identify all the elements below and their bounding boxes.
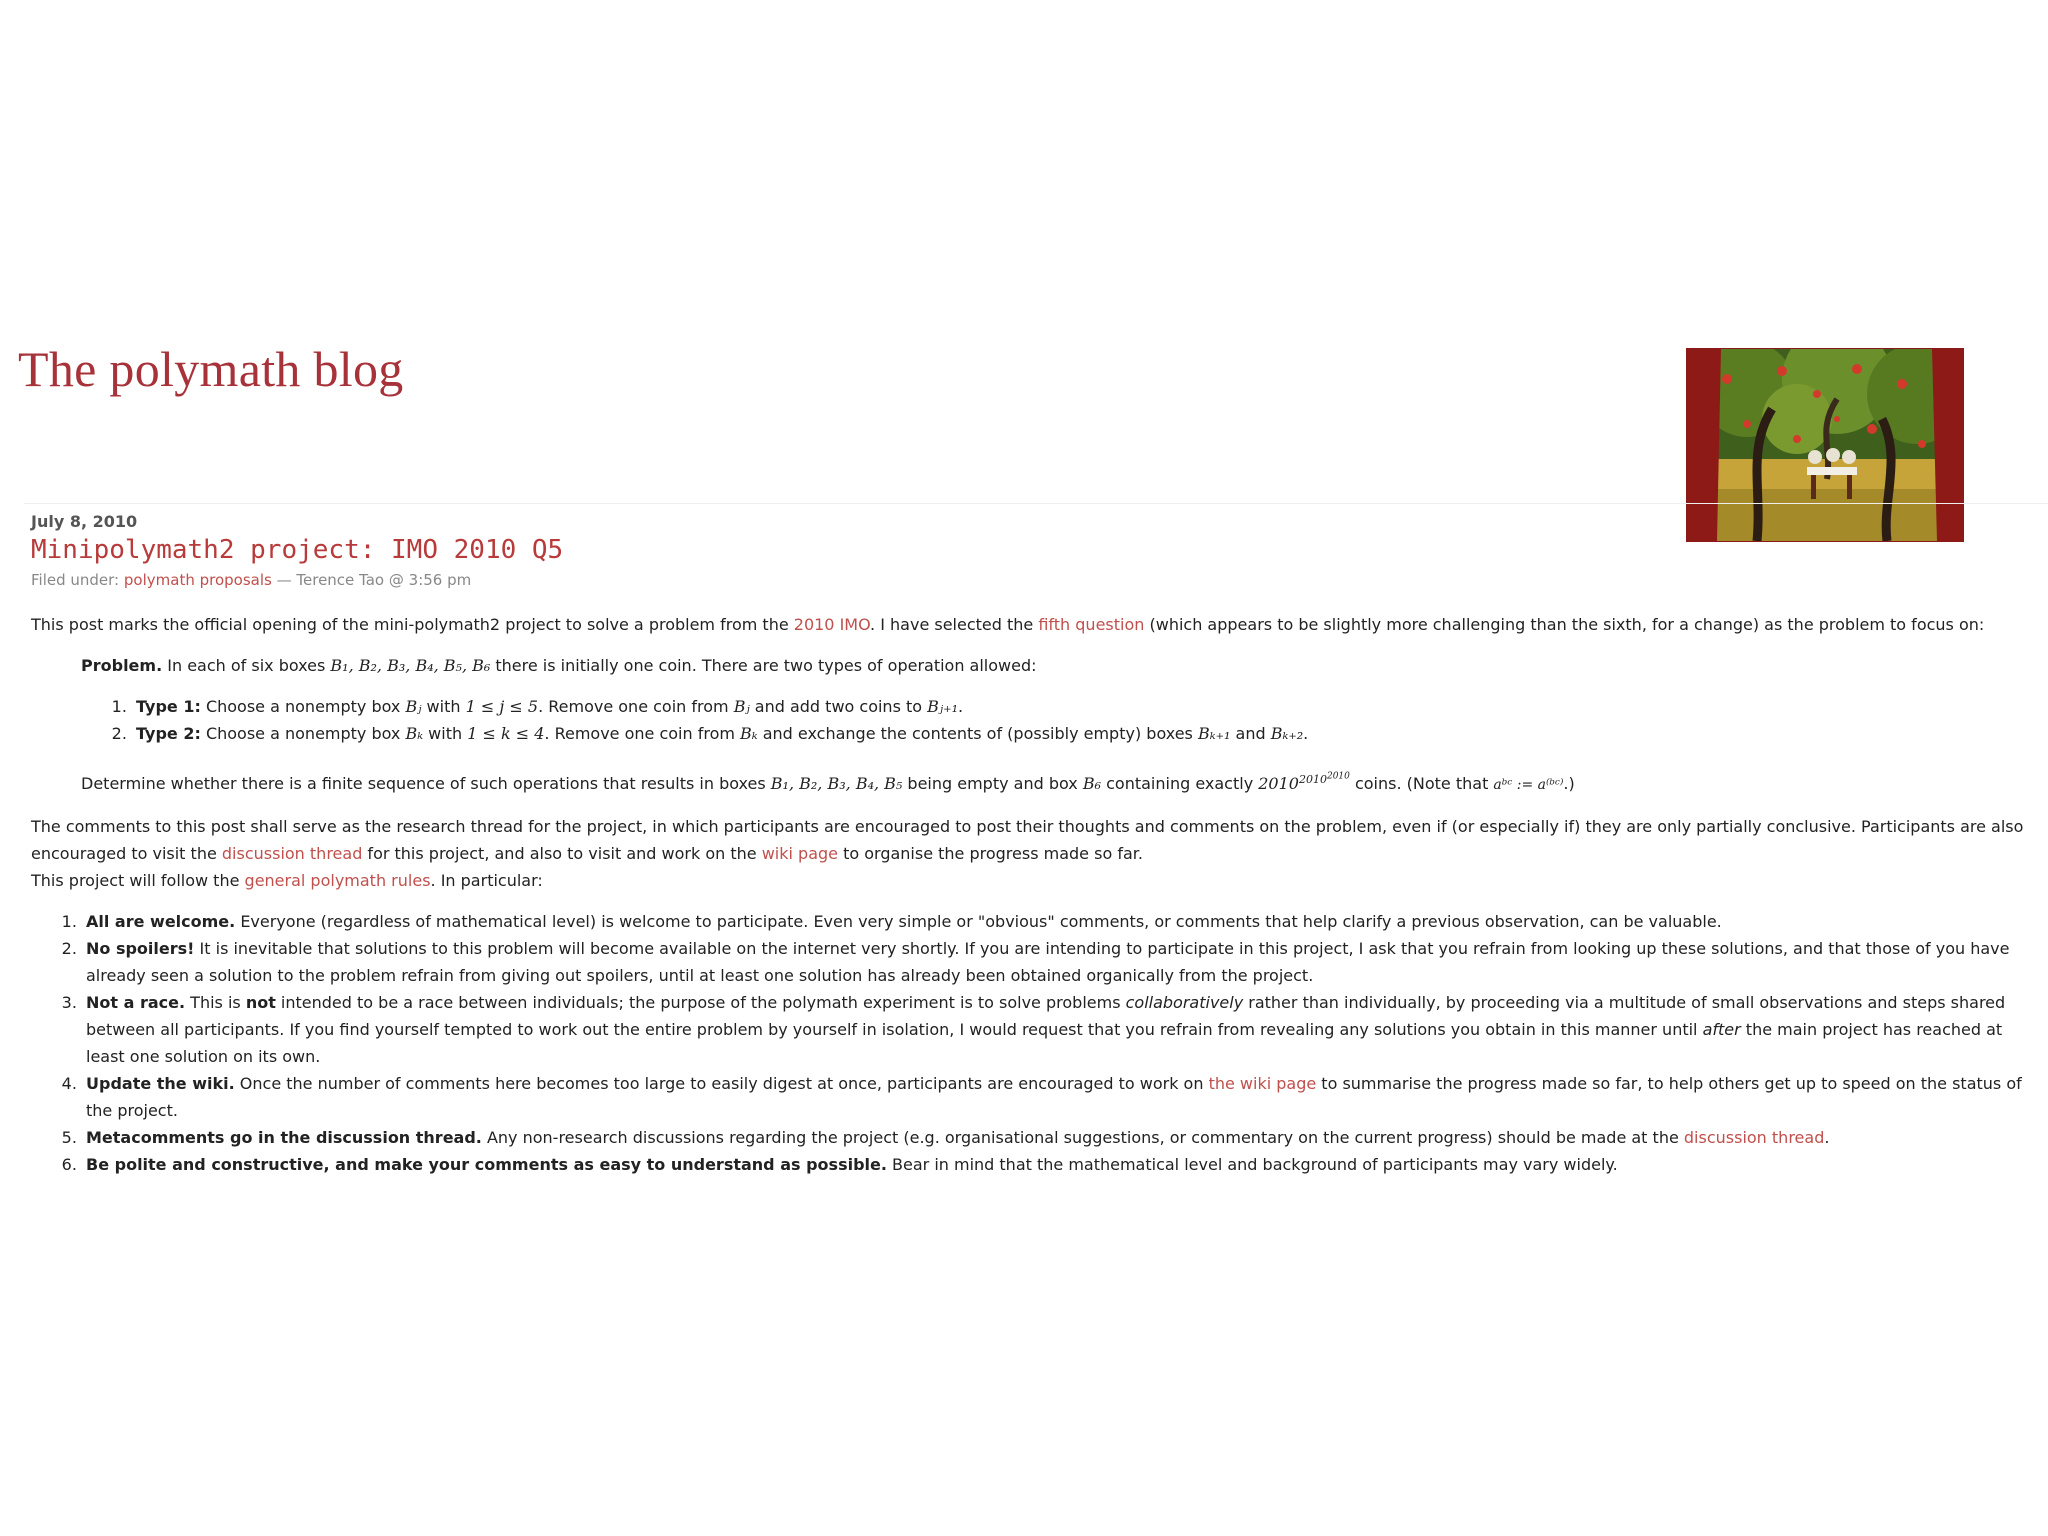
imo-link[interactable]: 2010 IMO: [793, 615, 871, 634]
post-title-link[interactable]: Minipolymath2 project: IMO 2010 Q5: [31, 535, 564, 565]
fifth-question-link[interactable]: fifth question: [1038, 615, 1145, 634]
comments-text: for this project, and also to visit and work on the: [362, 843, 762, 863]
operation-item: [132, 693, 2036, 720]
rule-text: .: [1824, 1127, 1830, 1147]
blog-title[interactable]: The polymath blog: [18, 341, 404, 397]
rule-text: Once the number of comments here becomes too large to easily digest at once, participants are encouraged to work on: [234, 1073, 1209, 1093]
rule-title: Update the wiki.: [86, 1073, 235, 1093]
question-text: coins. (Note that: [1349, 773, 1494, 793]
post-time: 3:56 pm: [408, 571, 472, 589]
operation-text: with: [423, 724, 468, 743]
math-inline: Bₖ₊₁: [1197, 724, 1231, 743]
rule-item: [82, 1151, 2036, 1178]
wiki-page-link[interactable]: wiki page: [761, 843, 838, 863]
operation-text: Choose a nonempty box: [200, 697, 406, 716]
problem-text: there is initially one coin. There are two types of operation allowed:: [490, 656, 1037, 675]
rule-item: [82, 989, 2036, 1070]
rule-title: No spoilers!: [86, 938, 195, 958]
operation-text: and: [1230, 724, 1271, 743]
rule-item: [82, 935, 2036, 989]
math-inline: Bₖ: [405, 724, 424, 743]
intro-paragraph: [31, 611, 2036, 638]
math-inline: Bⱼ₊₁: [927, 697, 958, 716]
operation-text: Choose a nonempty box: [200, 724, 406, 743]
post-date: July 8, 2010: [31, 512, 138, 531]
discussion-thread-link[interactable]: discussion thread: [1683, 1127, 1825, 1147]
rule-text: intended to be a race between individuals; the purpose of the polymath experiment is to solve problems: [275, 992, 1126, 1012]
operation-label: Type 2:: [136, 724, 201, 743]
comments-text: This project will follow the: [31, 870, 245, 890]
math-inline: Bⱼ: [405, 697, 422, 716]
boxes-math: B₁, B₂, B₃, B₄, B₅, B₆: [330, 656, 491, 675]
rule-title: Metacomments go in the discussion thread.: [86, 1127, 482, 1147]
math-inline: Bⱼ: [733, 697, 750, 716]
math-inline: 1 ≤ j ≤ 5: [465, 697, 539, 716]
math-inline: Bₖ₊₂: [1270, 724, 1304, 743]
rule-text: It is inevitable that solutions to this problem will become available on the internet very shortly. If you are intending to participate in this project, I ask that you refrain from looking up these solutions, and that those of you have already seen a solution to the problem refrain from giving out spoilers, until at least one solution has already been obtained organically from the project.: [86, 938, 2010, 985]
operations-list: [31, 693, 2036, 747]
intro-text: This post marks the official opening of the mini-polymath2 project to solve a problem from the: [31, 615, 794, 634]
rule-item: [82, 1124, 2036, 1151]
math-inline: 1 ≤ k ≤ 4: [467, 724, 545, 743]
math-exponent2: 2010: [1326, 771, 1350, 781]
operation-label: Type 1:: [136, 697, 201, 716]
note-math: aᵇᶜ := a⁽ᵇᶜ⁾: [1493, 776, 1564, 793]
operation-text: .: [957, 697, 964, 716]
operation-text: . Remove one coin from: [538, 697, 734, 716]
power-tower-math: [1258, 771, 1350, 793]
author-name: Terence Tao: [296, 571, 385, 589]
rules-list: [31, 908, 2036, 1178]
meta-at: @: [384, 571, 409, 589]
problem-label: Problem.: [81, 656, 163, 675]
rule-text: Any non-research discussions regarding the project (e.g. organisational suggestions, or commentary on the current progress) should be made at the: [481, 1127, 1684, 1147]
rule-item: [82, 1070, 2036, 1124]
operation-item: [132, 720, 2036, 747]
operation-text: . Remove one coin from: [544, 724, 741, 743]
filed-under-label: Filed under:: [31, 571, 120, 589]
rule-text: rather than individually, by proceeding via a multitude of small observations and steps shared between all participants. If you find yourself tempted to work out the entire problem by yourself in isolation, I would request that you refrain from revealing any solutions you obtain in this manner until: [86, 992, 2006, 1039]
rule-text: Everyone (regardless of mathematical level) is welcome to participate. Even very simple or "obvious" comments, or comments that help clarify a previous observation, can be valuable.: [235, 911, 1722, 931]
comments-paragraph: [31, 813, 2036, 894]
math-inline: B₆: [1082, 773, 1102, 793]
problem-statement: [81, 652, 2036, 679]
intro-text: (which appears to be slightly more challenging than the sixth, for a change) as the problem to focus on:: [1144, 615, 1985, 634]
rule-emphasis: collaboratively: [1125, 992, 1244, 1012]
rule-item: [82, 908, 2036, 935]
question-text: being empty and box: [902, 773, 1083, 793]
problem-text: In each of six boxes: [162, 656, 331, 675]
intro-text: . I have selected the: [870, 615, 1039, 634]
wiki-page-link[interactable]: the wiki page: [1208, 1073, 1317, 1093]
comments-text: to organise the progress made so far.: [838, 843, 1143, 863]
rule-title: All are welcome.: [86, 911, 236, 931]
discussion-thread-link[interactable]: discussion thread: [221, 843, 363, 863]
problem-question: [81, 763, 2036, 799]
rule-text: the main project has reached at least one solution on its own.: [86, 1019, 2003, 1066]
post: [31, 508, 2036, 1192]
post-meta: [31, 571, 2036, 589]
rule-emphasis: after: [1702, 1019, 1741, 1039]
comments-text: . In particular:: [430, 870, 543, 890]
rule-title: Be polite and constructive, and make your comments as easy to understand as possible.: [86, 1154, 887, 1174]
rule-text: This is: [185, 992, 246, 1012]
math-base: 2010: [1258, 773, 1299, 793]
math-exponent: 2010: [1298, 772, 1327, 786]
category-link[interactable]: polymath proposals: [123, 571, 272, 589]
rule-title: Not a race.: [86, 992, 186, 1012]
comments-text: The comments to this post shall serve as the research thread for the project, in which participants are encouraged to post their thoughts and comments on the problem, even if (or especially if) they are only partially conclusive. Participants are also encouraged to visit the: [31, 816, 2024, 863]
question-text: Determine whether there is a finite sequence of such operations that results in boxes: [81, 773, 771, 793]
operation-text: .: [1303, 724, 1309, 743]
rule-text: to summarise the progress made so far, to help others get up to speed on the status of the project.: [86, 1073, 2022, 1120]
rule-text: Bear in mind that the mathematical level and background of participants may vary widely.: [886, 1154, 1618, 1174]
rule-emphasis: not: [245, 992, 276, 1012]
meta-separator: —: [271, 571, 297, 589]
polymath-rules-link[interactable]: general polymath rules: [244, 870, 431, 890]
operation-text: with: [421, 697, 466, 716]
math-inline: Bₖ: [740, 724, 758, 743]
math-inline: B₁, B₂, B₃, B₄, B₅: [770, 773, 903, 793]
operation-text: and exchange the contents of (possibly empty) boxes: [757, 724, 1198, 743]
question-text: .): [1563, 773, 1575, 793]
operation-text: and add two coins to: [749, 697, 928, 716]
question-text: containing exactly: [1101, 773, 1259, 793]
header-divider: [24, 503, 2048, 504]
